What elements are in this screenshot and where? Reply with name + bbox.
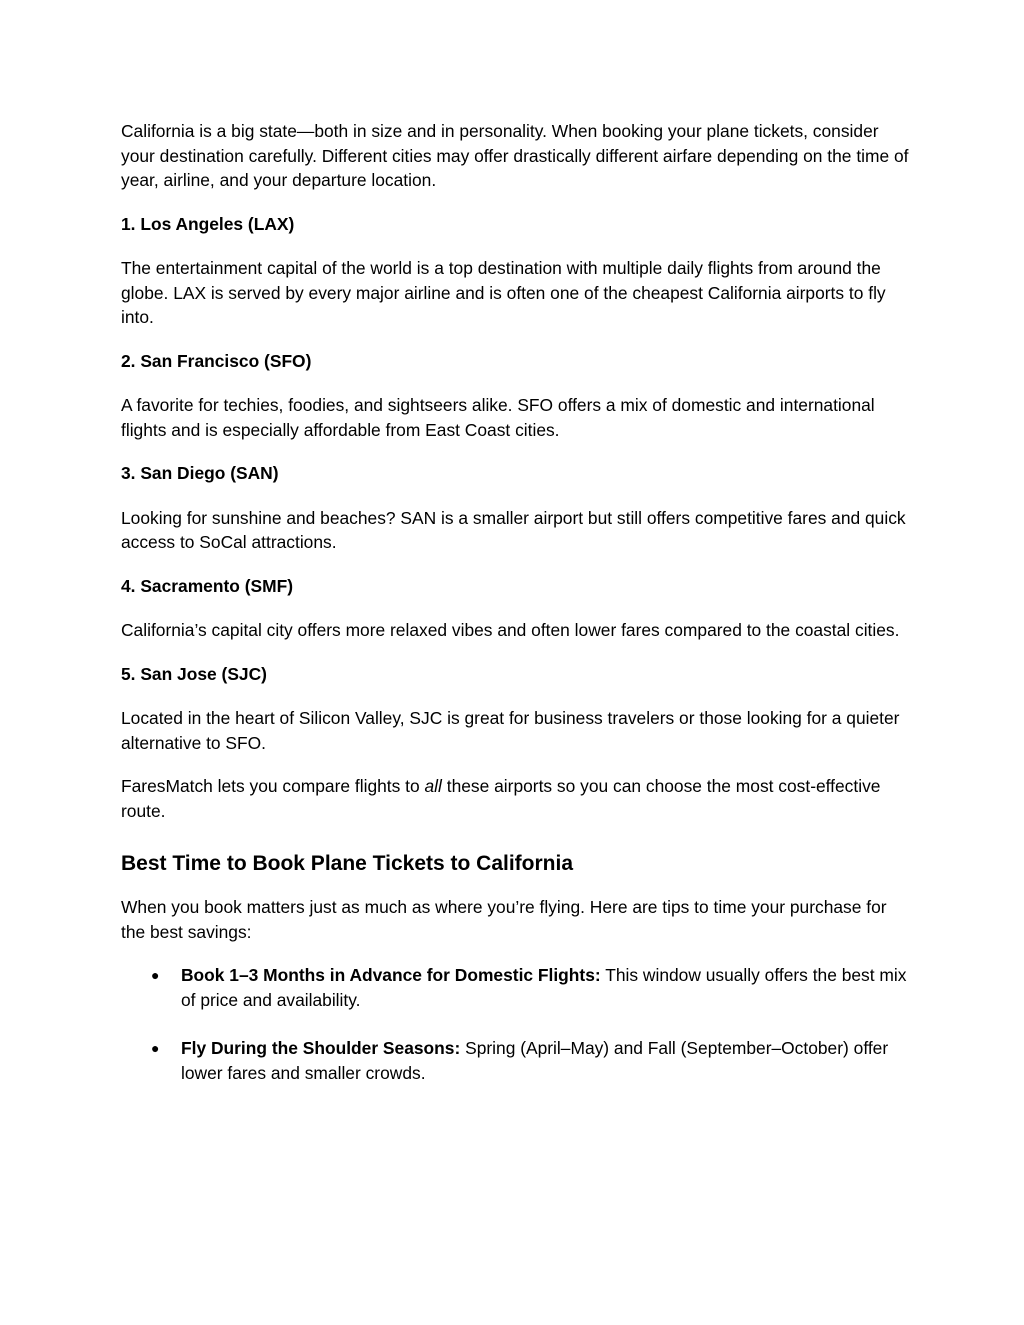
list-item bbox=[121, 963, 911, 1012]
compare-paragraph bbox=[121, 774, 911, 823]
intro-paragraph: California is a big state—both in size and in personality. When booking your plane tickets, consider your destination carefully. Different cities may offer drastically different airfare depending on the time of year, airline, and your departure location. bbox=[121, 121, 909, 190]
city-heading-san: 3. San Diego (SAN) bbox=[121, 463, 279, 483]
section-intro: When you book matters just as much as where you’re flying. Here are tips to time your purchase for the best savings: bbox=[121, 897, 887, 942]
city-heading-sfo: 2. San Francisco (SFO) bbox=[121, 350, 312, 371]
compare-text-after: these airports so you can choose the most cost-effective route. bbox=[121, 776, 881, 821]
tips-list bbox=[121, 963, 911, 1085]
compare-text-before: FaresMatch lets you compare flights to bbox=[121, 776, 425, 796]
section-heading: Best Time to Book Plane Tickets to California bbox=[121, 852, 574, 875]
list-item bbox=[121, 1036, 911, 1085]
bullet-icon: ● bbox=[151, 967, 160, 983]
city-text-sjc: Located in the heart of Silicon Valley, SJC is great for business travelers or those looking for a quieter alternative to SFO. bbox=[121, 708, 900, 753]
tip-title: Book 1–3 Months in Advance for Domestic Flights: bbox=[181, 965, 601, 985]
city-text-sfo: A favorite for techies, foodies, and sightseers alike. SFO offers a mix of domestic and international flights and is especially affordable from East Coast cities. bbox=[121, 395, 875, 440]
bullet-icon: ● bbox=[151, 1040, 160, 1056]
city-heading-sjc: 5. San Jose (SJC) bbox=[121, 663, 267, 684]
city-text-lax: The entertainment capital of the world is a top destination with multiple daily flights from around the globe. LAX is served by every major airline and is often one of the cheapest California airports to fly into. bbox=[121, 258, 886, 327]
compare-emphasis: all bbox=[424, 776, 442, 796]
city-text-san: Looking for sunshine and beaches? SAN is a smaller airport but still offers competitive fares and quick access to SoCal attractions. bbox=[121, 507, 906, 552]
tip-text: This window usually offers the best mix of price and availability. bbox=[181, 965, 907, 1010]
city-heading-smf: 4. Sacramento (SMF) bbox=[121, 575, 294, 596]
city-heading-lax: 1. Los Angeles (LAX) bbox=[121, 213, 295, 234]
document-page bbox=[121, 119, 911, 1109]
tip-title: Fly During the Shoulder Seasons: bbox=[181, 1038, 461, 1058]
city-text-smf: California’s capital city offers more relaxed vibes and often lower fares compared to the coastal cities. bbox=[121, 620, 900, 640]
tip-text: Spring (April–May) and Fall (September–October) offer lower fares and smaller crowds. bbox=[181, 1038, 889, 1083]
